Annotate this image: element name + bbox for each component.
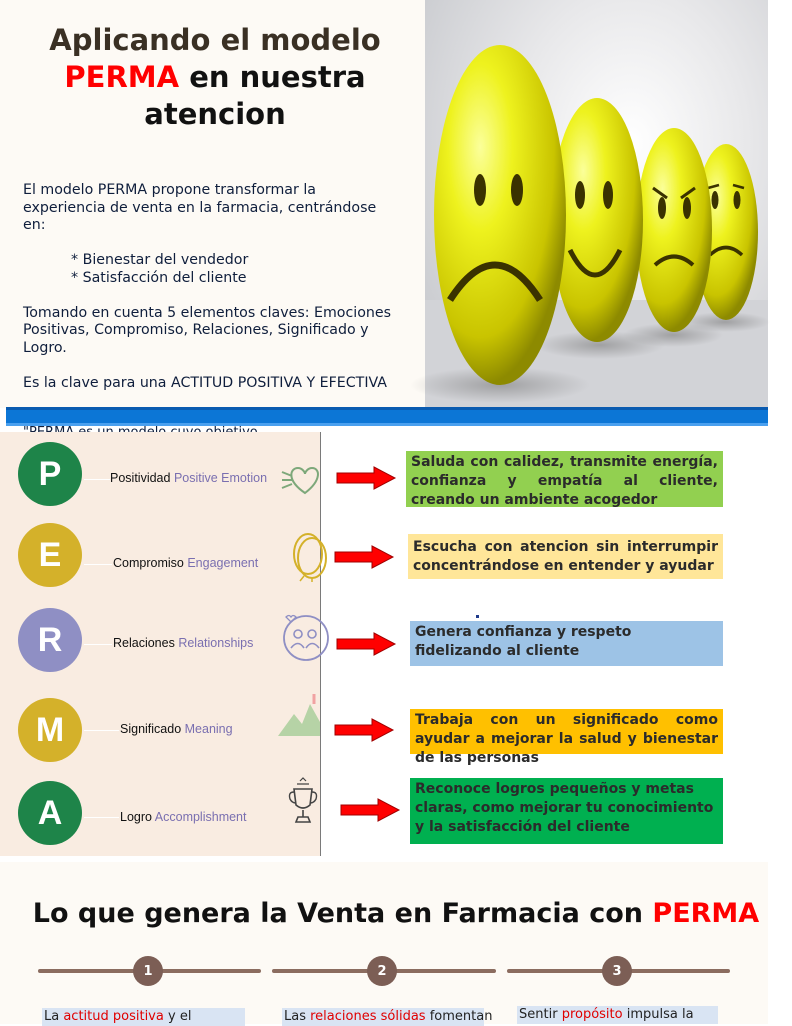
card-text: Las — [284, 1009, 311, 1024]
title-line-2-rest: en nuestra — [179, 60, 366, 94]
panel-divider — [320, 432, 321, 856]
intro-text — [23, 182, 398, 392]
label-es: Relaciones — [113, 636, 175, 650]
perma-letter-m: M — [18, 698, 82, 762]
title-line-1: Aplicando el modelo — [49, 23, 381, 57]
benefits-panel — [0, 862, 768, 1024]
perma-box-a: Reconoce logros pequeños y metas claras, como mejorar tu conocimiento y la satisfacción del cliente — [410, 778, 723, 844]
title-perma: PERMA — [64, 60, 180, 94]
perma-letter-p: P — [18, 442, 82, 506]
label-es: Positividad — [110, 471, 171, 485]
step-number-1: 1 — [133, 956, 163, 986]
card-text: La — [44, 1009, 64, 1024]
connector-line — [84, 564, 112, 565]
label-en: Meaning — [184, 722, 233, 736]
label-es: Significado — [120, 722, 182, 736]
benefit-card-2 — [282, 1008, 493, 1026]
trophy-icon — [286, 777, 320, 827]
perma-letter-e: E — [18, 523, 82, 587]
label-en: Relationships — [178, 636, 254, 650]
perma-label-r — [113, 636, 253, 650]
card-text: y el — [163, 1009, 192, 1024]
step-number-2: 2 — [367, 956, 397, 986]
card-highlight: relaciones sólidas — [310, 1009, 426, 1024]
card-highlight: actitud positiva — [63, 1009, 164, 1024]
intro-paragraph-2: Tomando en cuenta 5 elementos claves: Emociones Positivas, Compromiso, Relaciones, Significado y Logro. — [23, 304, 396, 356]
heart-icon — [280, 462, 320, 498]
connector-line — [84, 817, 119, 818]
perma-box-e: Escucha con atencion sin interrumpir concentrándose en entender y ayudar — [408, 534, 723, 579]
benefits-title — [0, 898, 792, 929]
perma-letter-a: A — [18, 781, 82, 845]
perma-label-p — [110, 471, 267, 485]
page-title — [0, 22, 430, 133]
perma-label-a — [120, 810, 246, 824]
benefit-card-3 — [517, 1006, 718, 1024]
step-number-3: 3 — [602, 956, 632, 986]
arrow-right-icon — [334, 545, 394, 569]
perma-box-r: Genera confianza y respeto fidelizando al cliente — [410, 621, 723, 666]
cut-label-fragment — [128, 852, 218, 857]
angry-face-ball — [636, 128, 712, 332]
section-divider-bar — [6, 407, 768, 426]
arrow-right-icon — [336, 632, 396, 656]
connector-line — [84, 730, 119, 731]
perma-box-p: Saluda con calidez, transmite energía, confianza y empatía al cliente, creando un ambiente acogedor — [406, 451, 723, 507]
label-en: Engagement — [187, 556, 259, 570]
emotion-balls-image — [425, 0, 768, 408]
perma-letter-r: R — [18, 608, 82, 672]
connector-line — [84, 644, 112, 645]
people-icon — [280, 612, 320, 664]
arrow-right-icon — [336, 466, 396, 490]
label-en: Accomplishment — [154, 810, 247, 824]
label-es: Logro — [120, 810, 152, 824]
intro-paragraph-1: El modelo PERMA propone transformar la experiencia de venta en la farmacia, centrándose en: — [23, 182, 381, 233]
connector-line — [84, 479, 110, 480]
intro-paragraph-3: Es la clave para una ACTITUD POSITIVA Y EFECTIVA — [23, 374, 388, 391]
intro-bullet-2: * Satisfacción del cliente — [71, 269, 247, 286]
emotion-balls-illustration — [425, 0, 768, 408]
rings-icon — [286, 524, 320, 582]
mountain-icon — [276, 692, 320, 738]
card-text: fomentan — [425, 1009, 493, 1024]
perma-label-m — [120, 722, 233, 736]
benefits-title-text: Lo que genera la Venta en Farmacia con — [32, 898, 653, 929]
perma-box-m: Trabaja con un significado como ayudar a mejorar la salud y bienestar de las personas — [410, 709, 723, 754]
title-line-3: atencion — [144, 97, 286, 131]
benefits-title-perma: PERMA — [652, 898, 760, 929]
card-text: impulsa la — [622, 1007, 694, 1022]
label-en: Positive Emotion — [173, 471, 268, 485]
intro-bullet-1: * Bienestar del vendedor — [71, 252, 249, 268]
sad-face-ball — [434, 45, 566, 385]
perma-label-e — [113, 556, 258, 570]
card-text: Sentir — [519, 1007, 562, 1022]
stray-dot — [476, 615, 479, 618]
arrow-right-icon — [334, 718, 394, 742]
card-highlight: propósito — [561, 1007, 623, 1022]
benefit-card-1 — [42, 1008, 245, 1026]
label-es: Compromiso — [113, 556, 184, 570]
arrow-right-icon — [340, 798, 400, 822]
title-line-2 — [0, 59, 430, 96]
